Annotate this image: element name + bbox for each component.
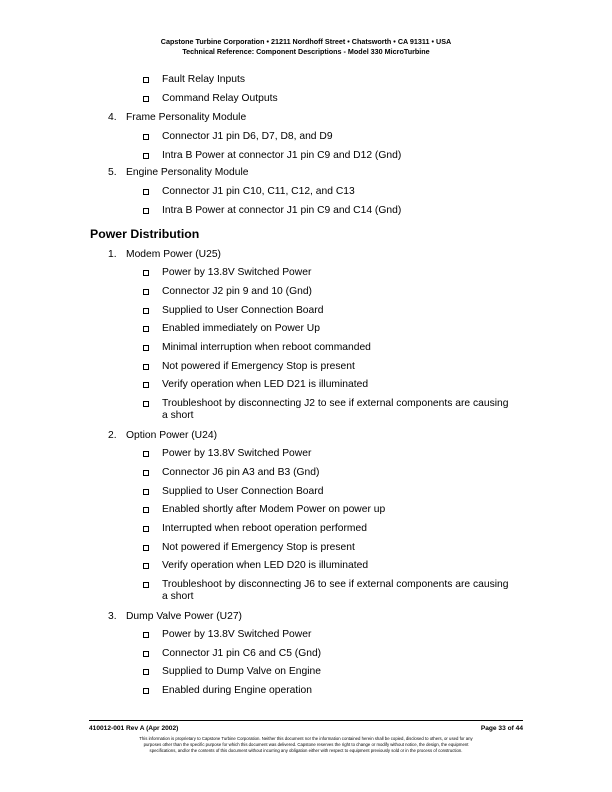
document-number: 410012-001 Rev A (Apr 2002)	[89, 725, 179, 732]
page-header	[0, 37, 612, 57]
checkbox-bullet-icon	[143, 379, 151, 391]
list-item-text: Power by 13.8V Switched Power	[162, 448, 312, 459]
list-item-text: Minimal interruption when reboot commanded	[162, 342, 371, 353]
list-item-text: Enabled during Engine operation	[162, 685, 312, 696]
checkbox-bullet-icon	[143, 666, 151, 678]
checkbox-bullet-icon	[143, 398, 151, 410]
list-item-text: Not powered if Emergency Stop is present	[162, 542, 355, 553]
disclaimer-line: purposes other than the specific purpose for which this document was delivered. Capstone reserves the right to change or modify without notice, the design, the equipment	[143, 742, 469, 747]
list-item-text: Verify operation when LED D20 is illuminated	[162, 560, 369, 571]
list-item-text: Supplied to User Connection Board	[162, 486, 324, 497]
checkbox-bullet-icon	[143, 629, 151, 641]
list-item-text: Enabled immediately on Power Up	[162, 323, 320, 334]
checkbox-bullet-icon	[143, 486, 151, 498]
checkbox-bullet-icon	[143, 205, 151, 217]
item-label: Engine Personality Module	[126, 167, 249, 178]
list-item-text: a short	[162, 591, 194, 602]
item-label: Option Power (U24)	[126, 430, 217, 441]
checkbox-bullet-icon	[143, 579, 151, 591]
checkbox-bullet-icon	[143, 267, 151, 279]
list-item-text: Fault Relay Inputs	[162, 74, 245, 85]
checkbox-bullet-icon	[143, 150, 151, 162]
page-number: Page 33 of 44	[480, 725, 523, 732]
item-label: Frame Personality Module	[126, 112, 247, 123]
disclaimer-line: This information is proprietary to Capstone Turbine Corporation. Neither this document nor the information contained herein shall be copied, disclosed to others, or used for any	[139, 736, 473, 741]
list-item-text: Intra B Power at connector J1 pin C9 and D12 (Gnd)	[162, 150, 402, 161]
checkbox-bullet-icon	[143, 305, 151, 317]
item-label: Dump Valve Power (U27)	[126, 611, 242, 622]
list-item-text: Verify operation when LED D21 is illuminated	[162, 379, 369, 390]
checkbox-bullet-icon	[143, 93, 151, 105]
list-item-text: Command Relay Outputs	[162, 93, 278, 104]
list-item-text: Not powered if Emergency Stop is present	[162, 361, 355, 372]
checkbox-bullet-icon	[143, 131, 151, 143]
checkbox-bullet-icon	[143, 186, 151, 198]
checkbox-bullet-icon	[143, 448, 151, 460]
item-number: 4.	[108, 112, 117, 123]
checkbox-bullet-icon	[143, 467, 151, 479]
list-item-text: Troubleshoot by disconnecting J6 to see if external components are causing	[162, 579, 509, 590]
checkbox-bullet-icon	[143, 504, 151, 516]
item-number: 5.	[108, 167, 117, 178]
list-item-text: Interrupted when reboot operation performed	[162, 523, 367, 534]
footer-divider	[89, 720, 523, 721]
disclaimer-line: specifications, and/or the contents of this document without incurring any obligation either with respect to equipment previously sold or in the process of construction.	[149, 748, 463, 753]
checkbox-bullet-icon	[143, 523, 151, 535]
list-item-text: Connector J1 pin C6 and C5 (Gnd)	[162, 648, 322, 659]
checkbox-bullet-icon	[143, 685, 151, 697]
checkbox-bullet-icon	[143, 361, 151, 373]
header-address: Capstone Turbine Corporation • 21211 Nordhoff Street • Chatsworth • CA 91311 • USA	[160, 37, 452, 46]
item-number: 3.	[108, 611, 117, 622]
item-number: 1.	[108, 249, 117, 260]
checkbox-bullet-icon	[143, 542, 151, 554]
list-item-text: Troubleshoot by disconnecting J2 to see if external components are causing	[162, 398, 509, 409]
list-item-text: a short	[162, 410, 194, 421]
footer-disclaimer	[89, 736, 523, 754]
checkbox-bullet-icon	[143, 342, 151, 354]
checkbox-bullet-icon	[143, 286, 151, 298]
list-item-text: Enabled shortly after Modem Power on power up	[162, 504, 386, 515]
list-item-text: Supplied to User Connection Board	[162, 305, 324, 316]
list-item-text: Power by 13.8V Switched Power	[162, 267, 312, 278]
section-title: Power Distribution	[90, 227, 200, 241]
list-item-text: Connector J6 pin A3 and B3 (Gnd)	[162, 467, 320, 478]
list-item-text: Connector J2 pin 9 and 10 (Gnd)	[162, 286, 312, 297]
checkbox-bullet-icon	[143, 323, 151, 335]
list-item-text: Intra B Power at connector J1 pin C9 and C14 (Gnd)	[162, 205, 402, 216]
header-title: Technical Reference: Component Descriptions - Model 330 MicroTurbine	[182, 47, 430, 56]
item-number: 2.	[108, 430, 117, 441]
list-item-text: Power by 13.8V Switched Power	[162, 629, 312, 640]
list-item-text: Connector J1 pin D6, D7, D8, and D9	[162, 131, 333, 142]
checkbox-bullet-icon	[143, 74, 151, 86]
list-item-text: Supplied to Dump Valve on Engine	[162, 666, 321, 677]
checkbox-bullet-icon	[143, 648, 151, 660]
item-label: Modem Power (U25)	[126, 249, 221, 260]
list-item-text: Connector J1 pin C10, C11, C12, and C13	[162, 186, 355, 197]
checkbox-bullet-icon	[143, 560, 151, 572]
